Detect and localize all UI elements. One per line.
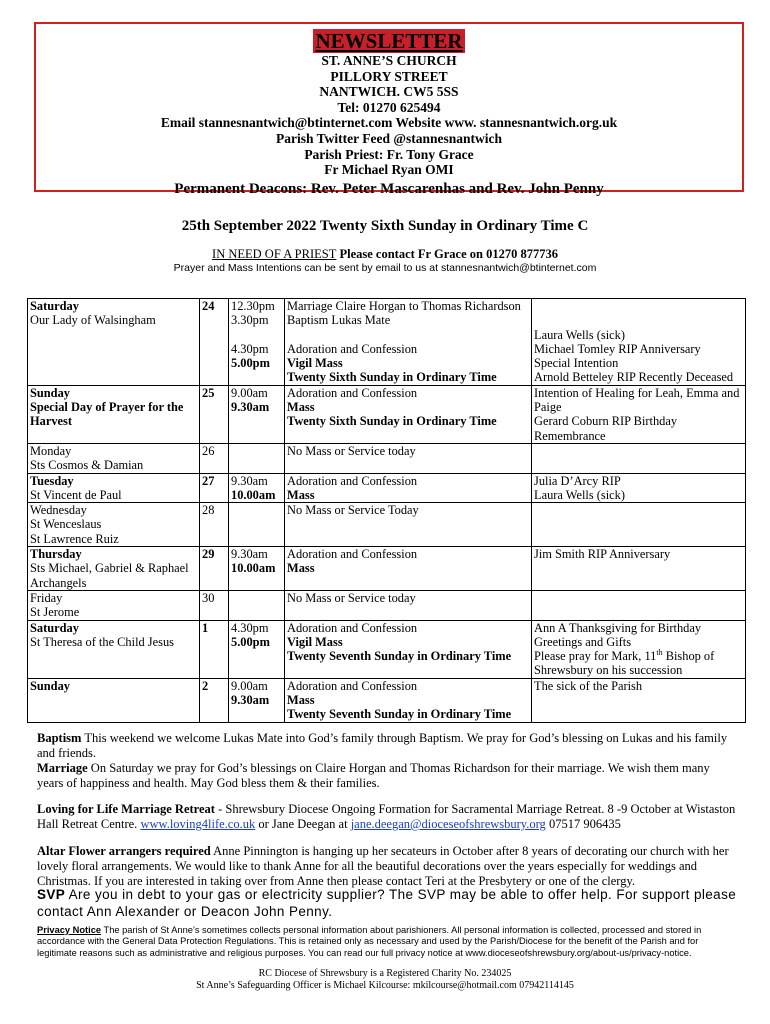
table-row <box>28 678 746 722</box>
charity-line: RC Diocese of Shrewsbury is a Registered Charity No. 234025 <box>258 968 512 979</box>
intention-part: Please pray for Mark, 11 <box>534 649 657 664</box>
date-cell: 26 <box>200 443 229 473</box>
intention-cell <box>532 620 746 678</box>
event: Adoration and Confession <box>287 620 418 635</box>
intention-cell <box>532 299 746 386</box>
intention-cell <box>532 503 746 547</box>
day-name: Sunday <box>30 385 70 400</box>
event-cell <box>285 473 532 503</box>
event: Twenty Seventh Sunday in Ordinary Time <box>287 707 512 722</box>
intention: Jim Smith RIP Anniversary <box>534 547 671 562</box>
day-cell <box>28 385 200 443</box>
day-name: Thursday <box>30 547 82 562</box>
event-cell <box>285 299 532 386</box>
time-cell <box>229 590 285 620</box>
event-cell: No Mass or Service today <box>285 590 532 620</box>
altar-text: Anne Pinnington is hanging up her secateurs in October after 8 years of decorating our church with her lovely floral arrangements. We would like to thank Anne for all the beautiful decorations over the years especially for weddings and Christmas. If you are interested in taking over from Anne then please contact Teri at the Presbytery or one of the clergy. <box>37 844 729 888</box>
event: Adoration and Confession <box>287 385 418 400</box>
marriage-paragraph <box>37 761 737 791</box>
time: 10.00am <box>231 561 276 576</box>
fr-michael: Fr Michael Ryan OMI <box>324 162 454 178</box>
table-row <box>28 503 746 547</box>
church-tel: Tel: 01270 625494 <box>337 99 441 115</box>
event: Twenty Seventh Sunday in Ordinary Time <box>287 649 512 664</box>
event: Twenty Sixth Sunday in Ordinary Time <box>287 414 497 429</box>
day-cell <box>28 473 200 503</box>
event: Vigil Mass <box>287 356 343 371</box>
time: 9.30am <box>231 473 268 488</box>
time-cell <box>229 620 285 678</box>
intention-cell <box>532 385 746 443</box>
newsletter-header <box>34 22 744 197</box>
time-cell <box>229 443 285 473</box>
church-street: PILLORY STREET <box>330 68 448 84</box>
time: 4.30pm <box>231 620 269 635</box>
feast-name: St Wenceslaus <box>30 517 102 532</box>
intention-sup: th <box>656 648 663 657</box>
church-name: ST. ANNE’S CHURCH <box>321 53 457 68</box>
retreat-text: - Shrewsbury Diocese Ongoing Formation for Sacramental Marriage Retreat. 8 -9 October at Wistaston Hall Retreat Centre. <box>37 802 736 831</box>
intention <box>534 649 743 678</box>
day-cell <box>28 443 200 473</box>
table-row <box>28 443 746 473</box>
intention: Ann A Thanksgiving for Birthday Greetings and Gifts <box>534 620 702 649</box>
baptism-paragraph <box>37 731 737 761</box>
date-cell: 30 <box>200 590 229 620</box>
event: Adoration and Confession <box>287 678 418 693</box>
intention: Arnold Betteley RIP Recently Deceased <box>534 370 734 385</box>
time: 9.00am <box>231 385 268 400</box>
safeguarding-line: St Anne’s Safeguarding Officer is Michael Kilcourse: mkilcourse@hotmail.com 07942114145 <box>196 980 574 991</box>
date-cell: 28 <box>200 503 229 547</box>
intention: Special Intention <box>534 356 619 371</box>
day-cell <box>28 620 200 678</box>
table-row <box>28 547 746 591</box>
day-cell <box>28 547 200 591</box>
twitter-feed: Parish Twitter Feed @stannesnantwich <box>276 130 502 146</box>
intention: Michael Tomley RIP Anniversary <box>534 341 701 356</box>
event-cell: No Mass or Service Today <box>285 503 532 547</box>
event: Mass <box>287 561 315 576</box>
time-cell <box>229 385 285 443</box>
day-cell <box>28 299 200 386</box>
time: 10.00am <box>231 487 276 502</box>
time-cell <box>229 503 285 547</box>
intention-cell <box>532 547 746 591</box>
time-cell <box>229 678 285 722</box>
feast-name: St Theresa of the Child Jesus <box>30 634 174 649</box>
retreat-text-mid: or Jane Deegan at <box>255 817 351 831</box>
church-town: NANTWICH. CW5 5SS <box>319 84 459 100</box>
event: Adoration and Confession <box>287 341 418 356</box>
intention: Laura Wells (sick) <box>534 487 625 502</box>
time: 9.30am <box>231 693 270 708</box>
feast-name: St Vincent de Paul <box>30 487 122 502</box>
event: Adoration and Confession <box>287 547 418 562</box>
event: Twenty Sixth Sunday in Ordinary Time <box>287 370 497 385</box>
table-row <box>28 385 746 443</box>
date-cell: 2 <box>200 678 229 722</box>
time: 4.30pm <box>231 341 269 356</box>
day-name: Tuesday <box>30 473 74 488</box>
table-row <box>28 590 746 620</box>
date-cell: 25 <box>200 385 229 443</box>
intention: The sick of the Parish <box>534 678 643 693</box>
feast-name: St Lawrence Ruiz <box>30 531 119 546</box>
privacy-heading: Privacy Notice <box>37 925 102 935</box>
event-cell <box>285 678 532 722</box>
retreat-notice <box>37 802 737 832</box>
time: 3.30pm <box>231 313 269 328</box>
privacy-text: The parish of St Anne’s sometimes collects personal information about parishioners. All personal information is collected, processed and stored in accordance with the General Data Protection Regulations. This is retained only as necessary and used by the Parish/Diocese for the benefit of the Parish and for legitimate reasons such as administrative and religious purposes. You can read our full privacy notice at www.dioceseofshrewsbury.org/about-us/privacy-notice. <box>37 925 702 958</box>
table-row <box>28 620 746 678</box>
intention-cell <box>532 443 746 473</box>
day-name: Saturday <box>30 620 79 635</box>
day-cell <box>28 503 200 547</box>
feast-name: Sts Cosmos & Damian <box>30 458 144 473</box>
feast-name: St Jerome <box>30 605 80 620</box>
intention: Gerard Coburn RIP Birthday Remembrance <box>534 414 678 443</box>
church-email-website: Email stannesnantwich@btinternet.com Website www. stannesnantwich.org.uk <box>160 115 618 131</box>
footer <box>0 968 770 992</box>
intention: Laura Wells (sick) <box>534 327 625 342</box>
date-cell: 1 <box>200 620 229 678</box>
time: 12.30pm <box>231 299 275 313</box>
date-cell: 24 <box>200 299 229 386</box>
intention-part: Bishop of Shrewsbury on his succession <box>534 649 715 678</box>
retreat-heading: Loving for Life Marriage Retreat <box>37 802 215 816</box>
prayer-intentions-line: Prayer and Mass Intentions can be sent by email to us at stannesnantwich@btinternet.com <box>173 262 597 274</box>
feast-name: Sts Michael, Gabriel & Raphael Archangels <box>30 561 189 590</box>
day-cell <box>28 590 200 620</box>
intention-cell <box>532 590 746 620</box>
feast-name: Special Day of Prayer for the Harvest <box>30 400 184 429</box>
event-cell <box>285 385 532 443</box>
svp-text: Are you in debt to your gas or electricity supplier? The SVP may be able to offer help. For support please contact Ann Alexander or Deacon John Penny. <box>37 887 737 919</box>
svp-heading: SVP <box>37 887 66 902</box>
feast-name: Our Lady of Walsingham <box>30 313 156 328</box>
intention-cell <box>532 473 746 503</box>
day-cell <box>28 678 200 722</box>
event: Marriage Claire Horgan to Thomas Richardson <box>287 299 521 313</box>
baptism-marriage-notice <box>37 731 737 791</box>
event-cell <box>285 620 532 678</box>
retreat-phone: 07517 906435 <box>545 817 621 831</box>
need-priest-line <box>0 247 770 262</box>
need-priest-label: IN NEED OF A PRIEST <box>212 247 337 261</box>
day-name: Wednesday <box>30 503 87 518</box>
table-row <box>28 473 746 503</box>
baptism-heading: Baptism <box>37 731 82 745</box>
retreat-email-link[interactable]: jane.deegan@dioceseofshrewsbury.org <box>350 817 546 831</box>
parish-priest: Parish Priest: Fr. Tony Grace <box>304 146 474 162</box>
event: Mass <box>287 400 315 415</box>
time: 5.00pm <box>231 356 270 371</box>
intention-cell <box>532 678 746 722</box>
day-name: Friday <box>30 590 63 605</box>
permanent-deacons: Permanent Deacons: Rev. Peter Mascarenhas and Rev. John Penny <box>174 180 604 197</box>
time-cell <box>229 473 285 503</box>
svp-notice <box>37 886 737 920</box>
newsletter-title: NEWSLETTER <box>315 29 463 53</box>
altar-flowers-notice <box>37 844 737 889</box>
time: 9.30am <box>231 400 270 415</box>
date-cell: 29 <box>200 547 229 591</box>
event: Adoration and Confession <box>287 473 418 488</box>
date-cell: 27 <box>200 473 229 503</box>
baptism-text: This weekend we welcome Lukas Mate into God’s family through Baptism. We pray for God’s blessing on Lukas and his family and friends. <box>37 731 728 760</box>
altar-heading: Altar Flower arrangers required <box>37 844 211 858</box>
event-cell: No Mass or Service today <box>285 443 532 473</box>
event: Mass <box>287 693 315 708</box>
need-priest-contact: Please contact Fr Grace on 01270 877736 <box>336 247 558 261</box>
privacy-notice <box>37 925 737 959</box>
marriage-heading: Marriage <box>37 761 88 775</box>
time: 9.30am <box>231 547 268 562</box>
retreat-website-link[interactable]: www.loving4life.co.uk <box>140 817 256 831</box>
event-cell <box>285 547 532 591</box>
event: Baptism Lukas Mate <box>287 313 391 328</box>
marriage-text: On Saturday we pray for God’s blessings on Claire Horgan and Thomas Richardson for their marriage. We wish them many years of happiness and health. May God bless them & their families. <box>37 761 710 790</box>
time: 9.00am <box>231 678 268 693</box>
time-cell <box>229 299 285 386</box>
intention: Julia D’Arcy RIP <box>534 473 621 488</box>
day-name: Sunday <box>30 678 70 693</box>
sunday-title: 25th September 2022 Twenty Sixth Sunday in Ordinary Time C <box>181 218 589 234</box>
table-row <box>28 299 746 386</box>
time: 5.00pm <box>231 634 270 649</box>
day-name: Saturday <box>30 299 79 313</box>
event: Vigil Mass <box>287 634 343 649</box>
intention: Intention of Healing for Leah, Emma and Paige <box>534 385 740 415</box>
time-cell <box>229 547 285 591</box>
mass-schedule-table <box>27 298 746 723</box>
day-name: Monday <box>30 443 72 458</box>
event: Mass <box>287 487 315 502</box>
